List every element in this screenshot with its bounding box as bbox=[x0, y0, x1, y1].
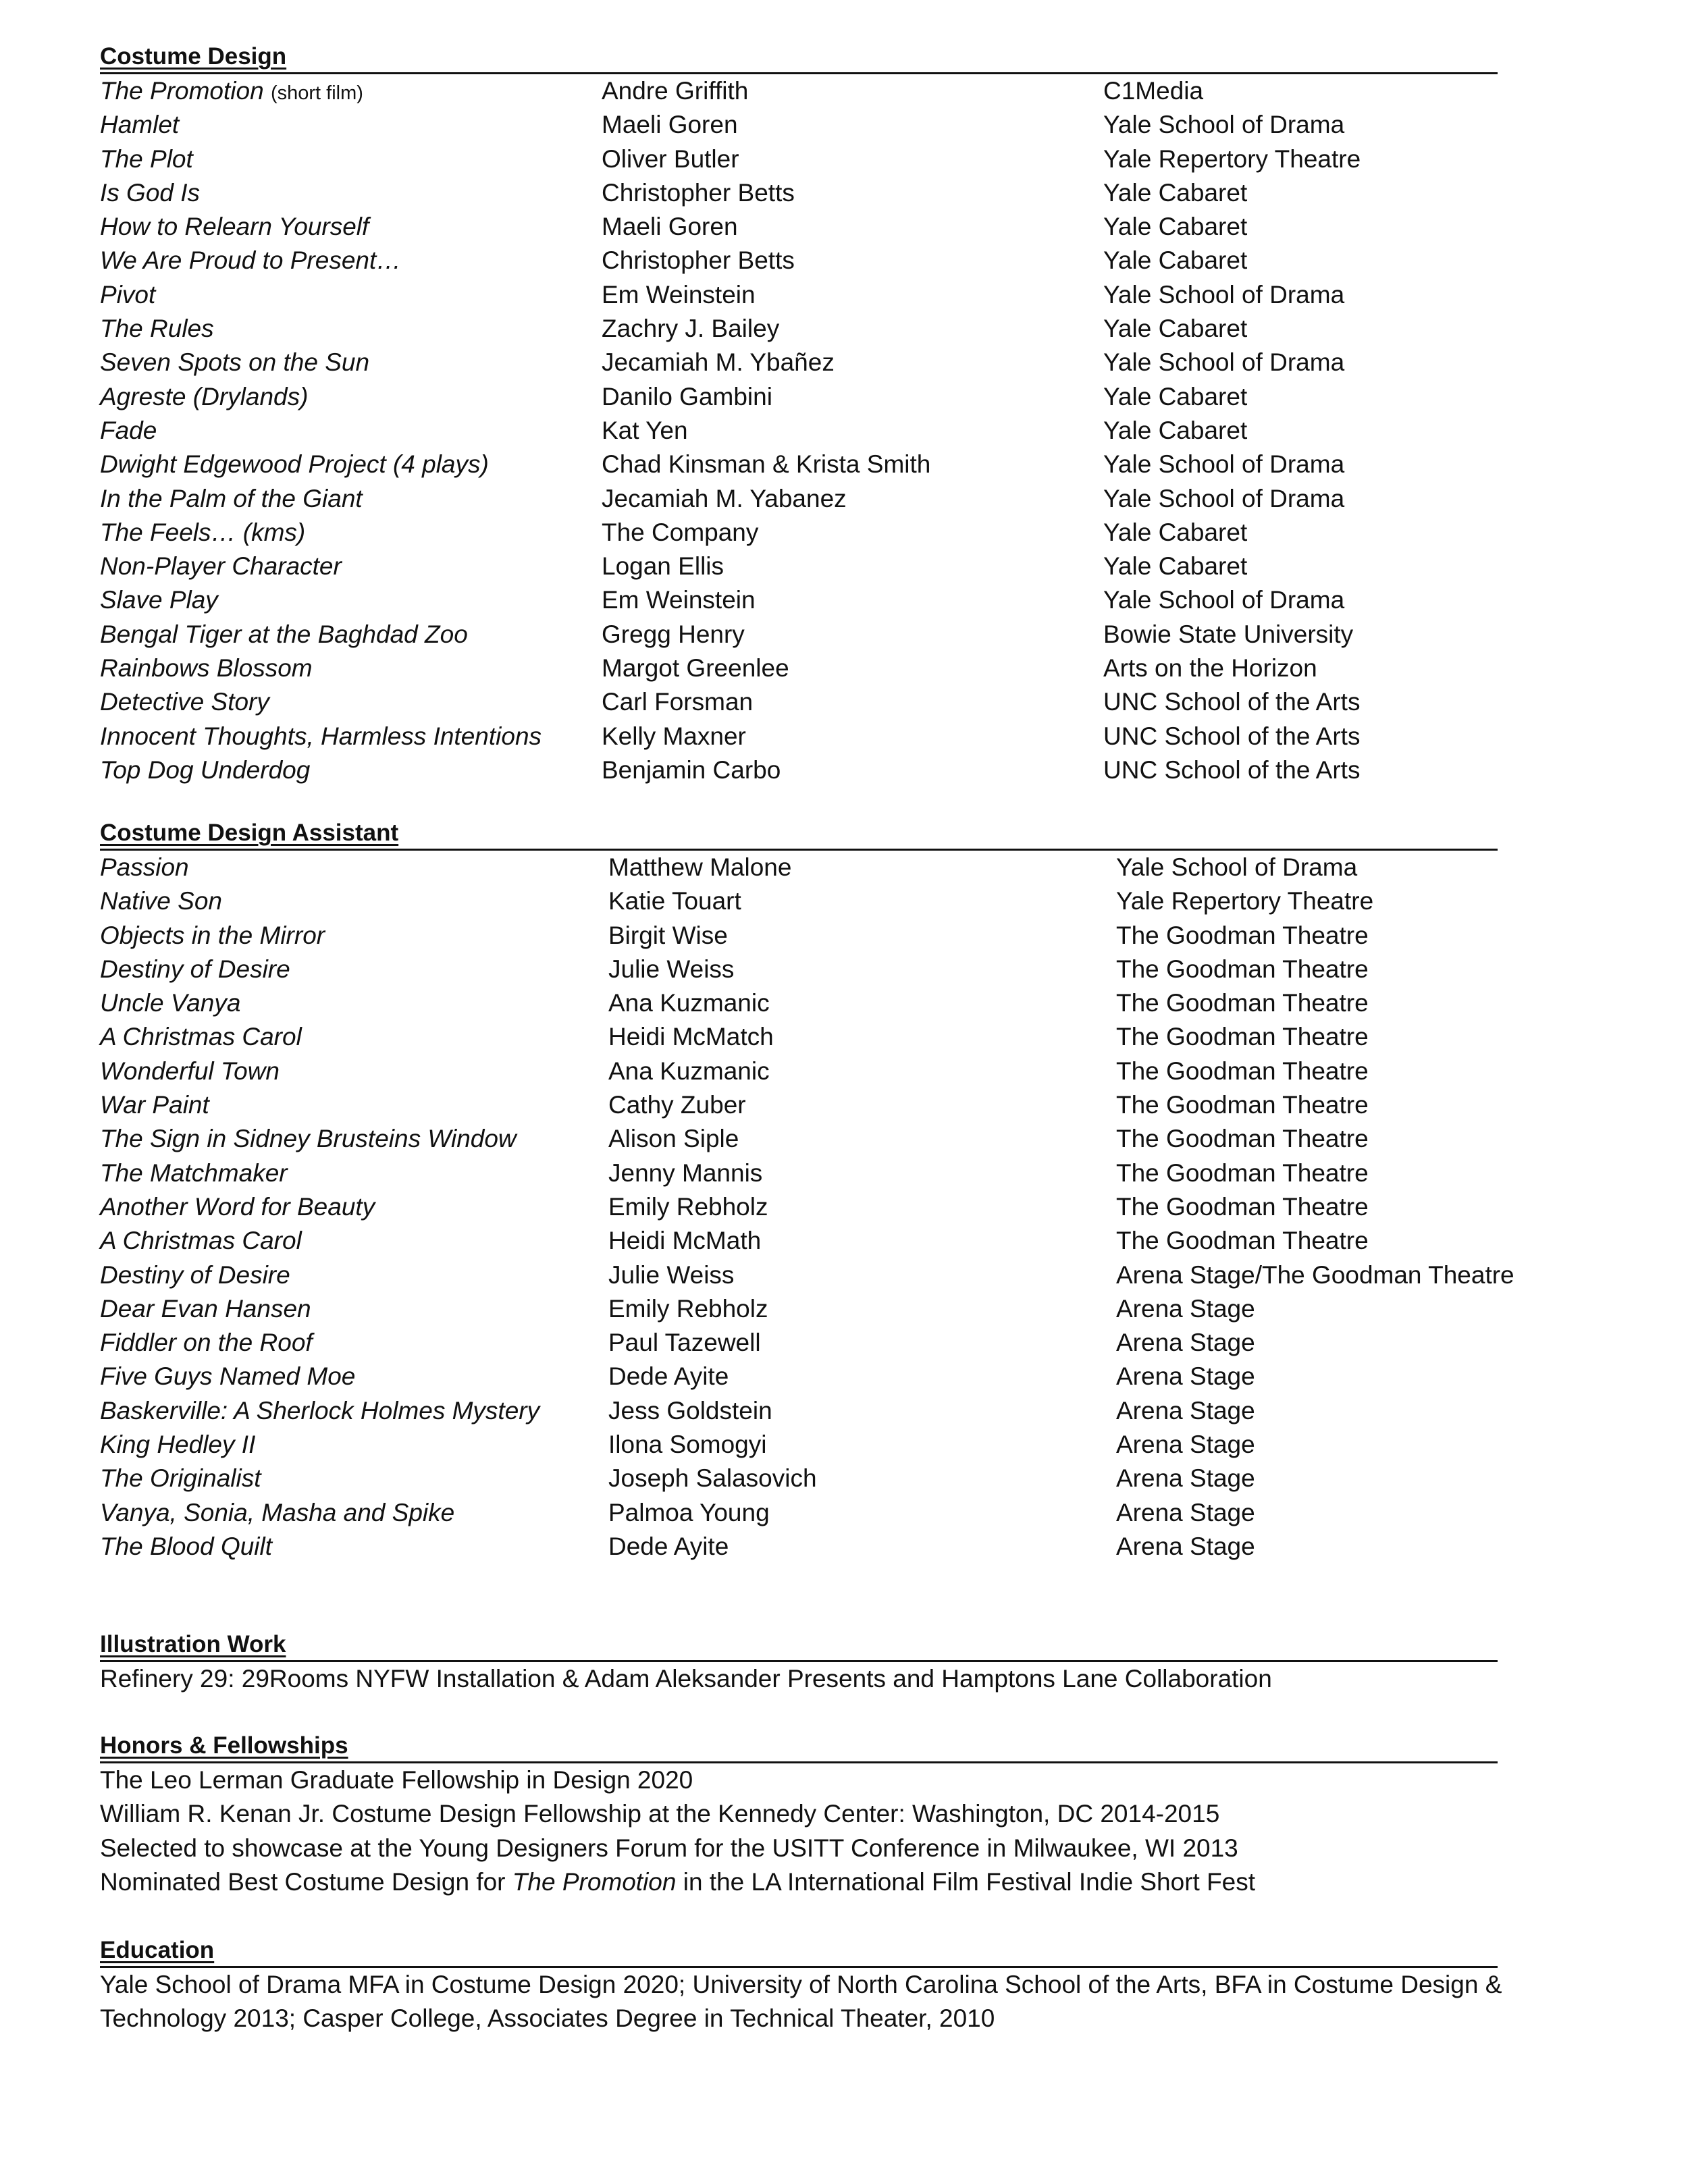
production-title: The Originalist bbox=[100, 1464, 261, 1493]
credit-row bbox=[100, 210, 1498, 244]
production-title: Destiny of Desire bbox=[100, 955, 290, 983]
director: Em Weinstein bbox=[602, 280, 756, 309]
director: Oliver Butler bbox=[602, 144, 739, 173]
venue: Arena Stage bbox=[1116, 1431, 1255, 1459]
production-title: Five Guys Named Moe bbox=[100, 1362, 356, 1391]
honors-section bbox=[100, 1728, 1498, 1899]
director: Kat Yen bbox=[602, 416, 688, 444]
director: Gregg Henry bbox=[602, 620, 745, 648]
venue: The Goodman Theatre bbox=[1116, 989, 1369, 1017]
credit-row bbox=[100, 953, 1498, 986]
production-title: Passion bbox=[100, 853, 189, 881]
credit-row bbox=[100, 142, 1498, 176]
credit-row bbox=[100, 74, 1498, 108]
illustration-text: Refinery 29: 29Rooms NYFW Installation & Adam Aleksander Presents and Hamptons Lane Collaboration bbox=[100, 1665, 1272, 1693]
credit-row bbox=[100, 176, 1498, 210]
venue: Arts on the Horizon bbox=[1103, 654, 1317, 683]
venue: Yale Repertory Theatre bbox=[1116, 887, 1374, 915]
credit-row bbox=[100, 851, 1498, 884]
credit-row bbox=[100, 1462, 1498, 1495]
production-title: The Sign in Sidney Brusteins Window bbox=[100, 1125, 517, 1153]
costume-design-list bbox=[100, 74, 1498, 787]
designer: Ana Kuzmanic bbox=[608, 1057, 770, 1085]
venue: Yale Cabaret bbox=[1103, 552, 1248, 581]
venue: Yale Cabaret bbox=[1103, 315, 1248, 343]
production-title: A Christmas Carol bbox=[100, 1023, 302, 1051]
venue: Arena Stage/The Goodman Theatre bbox=[1116, 1260, 1514, 1289]
production-title: Slave Play bbox=[100, 586, 218, 614]
director: Jecamiah M. Yabanez bbox=[602, 484, 847, 512]
production-title: The Plot bbox=[100, 144, 193, 173]
production-title: Dear Evan Hansen bbox=[100, 1294, 311, 1323]
production-note: (short film) bbox=[270, 82, 363, 104]
designer: Alison Siple bbox=[608, 1125, 739, 1153]
venue: The Goodman Theatre bbox=[1116, 1125, 1369, 1153]
venue: Arena Stage bbox=[1116, 1396, 1255, 1424]
venue: Yale School of Drama bbox=[1103, 348, 1345, 377]
venue: Yale Cabaret bbox=[1103, 518, 1248, 546]
production-title: Wonderful Town bbox=[100, 1057, 280, 1085]
credit-row bbox=[100, 618, 1498, 651]
director: Andre Griffith bbox=[602, 77, 749, 105]
credit-row bbox=[100, 1122, 1498, 1156]
illustration-work-section bbox=[100, 1627, 1498, 1696]
education-section bbox=[100, 1933, 1502, 2036]
venue: Arena Stage bbox=[1116, 1362, 1255, 1391]
venue: Yale School of Drama bbox=[1116, 853, 1358, 881]
credit-row bbox=[100, 753, 1498, 787]
credit-row bbox=[100, 1428, 1498, 1462]
credit-row bbox=[100, 651, 1498, 685]
credit-row bbox=[100, 986, 1498, 1020]
designer: Cathy Zuber bbox=[608, 1091, 746, 1119]
honor-line: The Leo Lerman Graduate Fellowship in Design 2020 bbox=[100, 1766, 693, 1794]
production-title: Seven Spots on the Sun bbox=[100, 348, 370, 377]
credit-row bbox=[100, 516, 1498, 550]
production-title: We Are Proud to Present… bbox=[100, 246, 402, 275]
credit-row bbox=[100, 108, 1498, 142]
production-title: Baskerville: A Sherlock Holmes Mystery bbox=[100, 1396, 540, 1424]
production-title: Non-Player Character bbox=[100, 552, 342, 581]
credit-row bbox=[100, 1326, 1498, 1360]
venue: The Goodman Theatre bbox=[1116, 1227, 1369, 1255]
production-title: The Promotion (short film) bbox=[100, 77, 363, 105]
production-title: In the Palm of the Giant bbox=[100, 484, 363, 512]
credit-row bbox=[100, 583, 1498, 617]
credit-row bbox=[100, 482, 1498, 516]
credit-row bbox=[100, 448, 1498, 481]
production-title: Uncle Vanya bbox=[100, 989, 241, 1017]
credit-row bbox=[100, 1530, 1498, 1564]
director: Maeli Goren bbox=[602, 213, 738, 241]
venue: C1Media bbox=[1103, 77, 1204, 105]
venue: Yale Cabaret bbox=[1103, 382, 1248, 410]
credit-row bbox=[100, 884, 1498, 918]
credit-row bbox=[100, 550, 1498, 583]
production-title: Detective Story bbox=[100, 688, 269, 716]
venue: The Goodman Theatre bbox=[1116, 921, 1369, 949]
designer: Heidi McMath bbox=[608, 1227, 762, 1255]
credit-row bbox=[100, 919, 1498, 953]
venue: The Goodman Theatre bbox=[1116, 1158, 1369, 1187]
education-text: Yale School of Drama MFA in Costume Design 2020; University of North Carolina School of the Arts, BFA in Costume Design & Technology 2013; Casper College, Associates Degree in Technical Theater, 2010 bbox=[100, 1971, 1502, 2033]
director: Carl Forsman bbox=[602, 688, 754, 716]
production-title: Top Dog Underdog bbox=[100, 755, 311, 784]
venue: The Goodman Theatre bbox=[1116, 1091, 1369, 1119]
director: Maeli Goren bbox=[602, 111, 738, 139]
credit-row bbox=[100, 380, 1498, 414]
director: Zachry J. Bailey bbox=[602, 315, 780, 343]
venue: Bowie State University bbox=[1103, 620, 1354, 648]
venue: The Goodman Theatre bbox=[1116, 1057, 1369, 1085]
production-title: Dwight Edgewood Project (4 plays) bbox=[100, 450, 489, 479]
production-title: Destiny of Desire bbox=[100, 1260, 290, 1289]
credit-row bbox=[100, 1190, 1498, 1224]
section-heading: Honors & Fellowships bbox=[100, 1728, 1498, 1763]
designer: Julie Weiss bbox=[608, 955, 735, 983]
production-title: How to Relearn Yourself bbox=[100, 213, 369, 241]
credit-row bbox=[100, 1156, 1498, 1190]
venue: Yale Cabaret bbox=[1103, 178, 1248, 207]
production-title: The Rules bbox=[100, 315, 214, 343]
production-title: King Hedley II bbox=[100, 1431, 256, 1459]
production-title: Innocent Thoughts, Harmless Intentions bbox=[100, 722, 542, 750]
designer: Ana Kuzmanic bbox=[608, 989, 770, 1017]
director: Christopher Betts bbox=[602, 178, 795, 207]
designer: Jess Goldstein bbox=[608, 1396, 772, 1424]
director: Logan Ellis bbox=[602, 552, 724, 581]
production-title: Bengal Tiger at the Baghdad Zoo bbox=[100, 620, 468, 648]
credit-row bbox=[100, 1292, 1498, 1326]
credit-row bbox=[100, 1258, 1514, 1292]
venue: Yale Cabaret bbox=[1103, 246, 1248, 275]
venue: Arena Stage bbox=[1116, 1294, 1255, 1323]
credit-row bbox=[100, 244, 1498, 277]
venue: Yale School of Drama bbox=[1103, 111, 1345, 139]
designer: Emily Rebholz bbox=[608, 1192, 768, 1221]
designer: Birgit Wise bbox=[608, 921, 728, 949]
credit-row bbox=[100, 720, 1498, 753]
venue: The Goodman Theatre bbox=[1116, 1023, 1369, 1051]
director: Kelly Maxner bbox=[602, 722, 746, 750]
venue: Yale School of Drama bbox=[1103, 450, 1345, 479]
credit-row bbox=[100, 278, 1498, 312]
credit-row bbox=[100, 1088, 1498, 1122]
designer: Heidi McMatch bbox=[608, 1023, 774, 1051]
designer: Julie Weiss bbox=[608, 1260, 735, 1289]
venue: Yale Cabaret bbox=[1103, 416, 1248, 444]
production-title: Fade bbox=[100, 416, 157, 444]
venue: The Goodman Theatre bbox=[1116, 1192, 1369, 1221]
credit-row bbox=[100, 346, 1498, 379]
venue: Yale School of Drama bbox=[1103, 484, 1345, 512]
director: Jecamiah M. Ybañez bbox=[602, 348, 835, 377]
venue: UNC School of the Arts bbox=[1103, 755, 1361, 784]
credit-row bbox=[100, 1496, 1498, 1530]
production-title: Fiddler on the Roof bbox=[100, 1329, 313, 1357]
honor-line: William R. Kenan Jr. Costume Design Fellowship at the Kennedy Center: Washington, DC 2014-2015 bbox=[100, 1800, 1220, 1828]
production-title: Is God Is bbox=[100, 178, 201, 207]
venue: Arena Stage bbox=[1116, 1532, 1255, 1560]
venue: Arena Stage bbox=[1116, 1464, 1255, 1493]
designer: Dede Ayite bbox=[608, 1532, 729, 1560]
section-heading: Illustration Work bbox=[100, 1627, 1498, 1662]
production-title: Vanya, Sonia, Masha and Spike bbox=[100, 1498, 455, 1526]
director: Christopher Betts bbox=[602, 246, 795, 275]
director: Chad Kinsman & Krista Smith bbox=[602, 450, 931, 479]
venue: The Goodman Theatre bbox=[1116, 955, 1369, 983]
credit-row bbox=[100, 1360, 1498, 1393]
production-title: War Paint bbox=[100, 1091, 209, 1119]
designer: Joseph Salasovich bbox=[608, 1464, 817, 1493]
venue: Yale School of Drama bbox=[1103, 586, 1345, 614]
production-title: Pivot bbox=[100, 280, 156, 309]
production-title: The Feels… (kms) bbox=[100, 518, 306, 546]
venue: Yale School of Drama bbox=[1103, 280, 1345, 309]
credit-row bbox=[100, 1020, 1498, 1054]
costume-design-assistant-list bbox=[100, 851, 1514, 1564]
section-heading: Costume Design Assistant bbox=[100, 816, 1498, 851]
credit-row bbox=[100, 1224, 1498, 1258]
director: Margot Greenlee bbox=[602, 654, 789, 683]
venue: UNC School of the Arts bbox=[1103, 688, 1361, 716]
director: Benjamin Carbo bbox=[602, 755, 781, 784]
director: Em Weinstein bbox=[602, 586, 756, 614]
designer: Emily Rebholz bbox=[608, 1294, 768, 1323]
designer: Ilona Somogyi bbox=[608, 1431, 767, 1459]
venue: Arena Stage bbox=[1116, 1329, 1255, 1357]
designer: Palmoa Young bbox=[608, 1498, 770, 1526]
designer: Matthew Malone bbox=[608, 853, 792, 881]
section-heading: Costume Design bbox=[100, 39, 1498, 74]
honor-line: Selected to showcase at the Young Designers Forum for the USITT Conference in Milwaukee, WI 2013 bbox=[100, 1834, 1238, 1862]
credit-row bbox=[100, 1055, 1498, 1088]
costume-design-section bbox=[100, 39, 1498, 787]
director: The Company bbox=[602, 518, 759, 546]
production-title: Objects in the Mirror bbox=[100, 921, 325, 949]
credit-row bbox=[100, 1394, 1498, 1428]
nominated-film-title: The Promotion bbox=[512, 1867, 677, 1896]
venue: Yale Cabaret bbox=[1103, 213, 1248, 241]
designer: Dede Ayite bbox=[608, 1362, 729, 1391]
director: Danilo Gambini bbox=[602, 382, 772, 410]
production-title: Hamlet bbox=[100, 111, 180, 139]
venue: UNC School of the Arts bbox=[1103, 722, 1361, 750]
venue: Arena Stage bbox=[1116, 1498, 1255, 1526]
credit-row bbox=[100, 414, 1498, 448]
designer: Jenny Mannis bbox=[608, 1158, 763, 1187]
production-title: Agreste (Drylands) bbox=[100, 382, 309, 410]
production-title: Native Son bbox=[100, 887, 222, 915]
section-heading: Education bbox=[100, 1933, 1498, 1968]
credit-row bbox=[100, 312, 1498, 346]
production-title: Another Word for Beauty bbox=[100, 1192, 375, 1221]
designer: Katie Touart bbox=[608, 887, 741, 915]
production-title: The Blood Quilt bbox=[100, 1532, 273, 1560]
production-title: A Christmas Carol bbox=[100, 1227, 302, 1255]
costume-design-assistant-section bbox=[100, 816, 1514, 1564]
venue: Yale Repertory Theatre bbox=[1103, 144, 1361, 173]
designer: Paul Tazewell bbox=[608, 1329, 761, 1357]
production-title: The Matchmaker bbox=[100, 1158, 288, 1187]
production-title: Rainbows Blossom bbox=[100, 654, 313, 683]
credit-row bbox=[100, 685, 1498, 719]
honor-nomination: Nominated Best Costume Design for The Promotion in the LA International Film Festival Indie Short Fest bbox=[100, 1867, 1256, 1896]
